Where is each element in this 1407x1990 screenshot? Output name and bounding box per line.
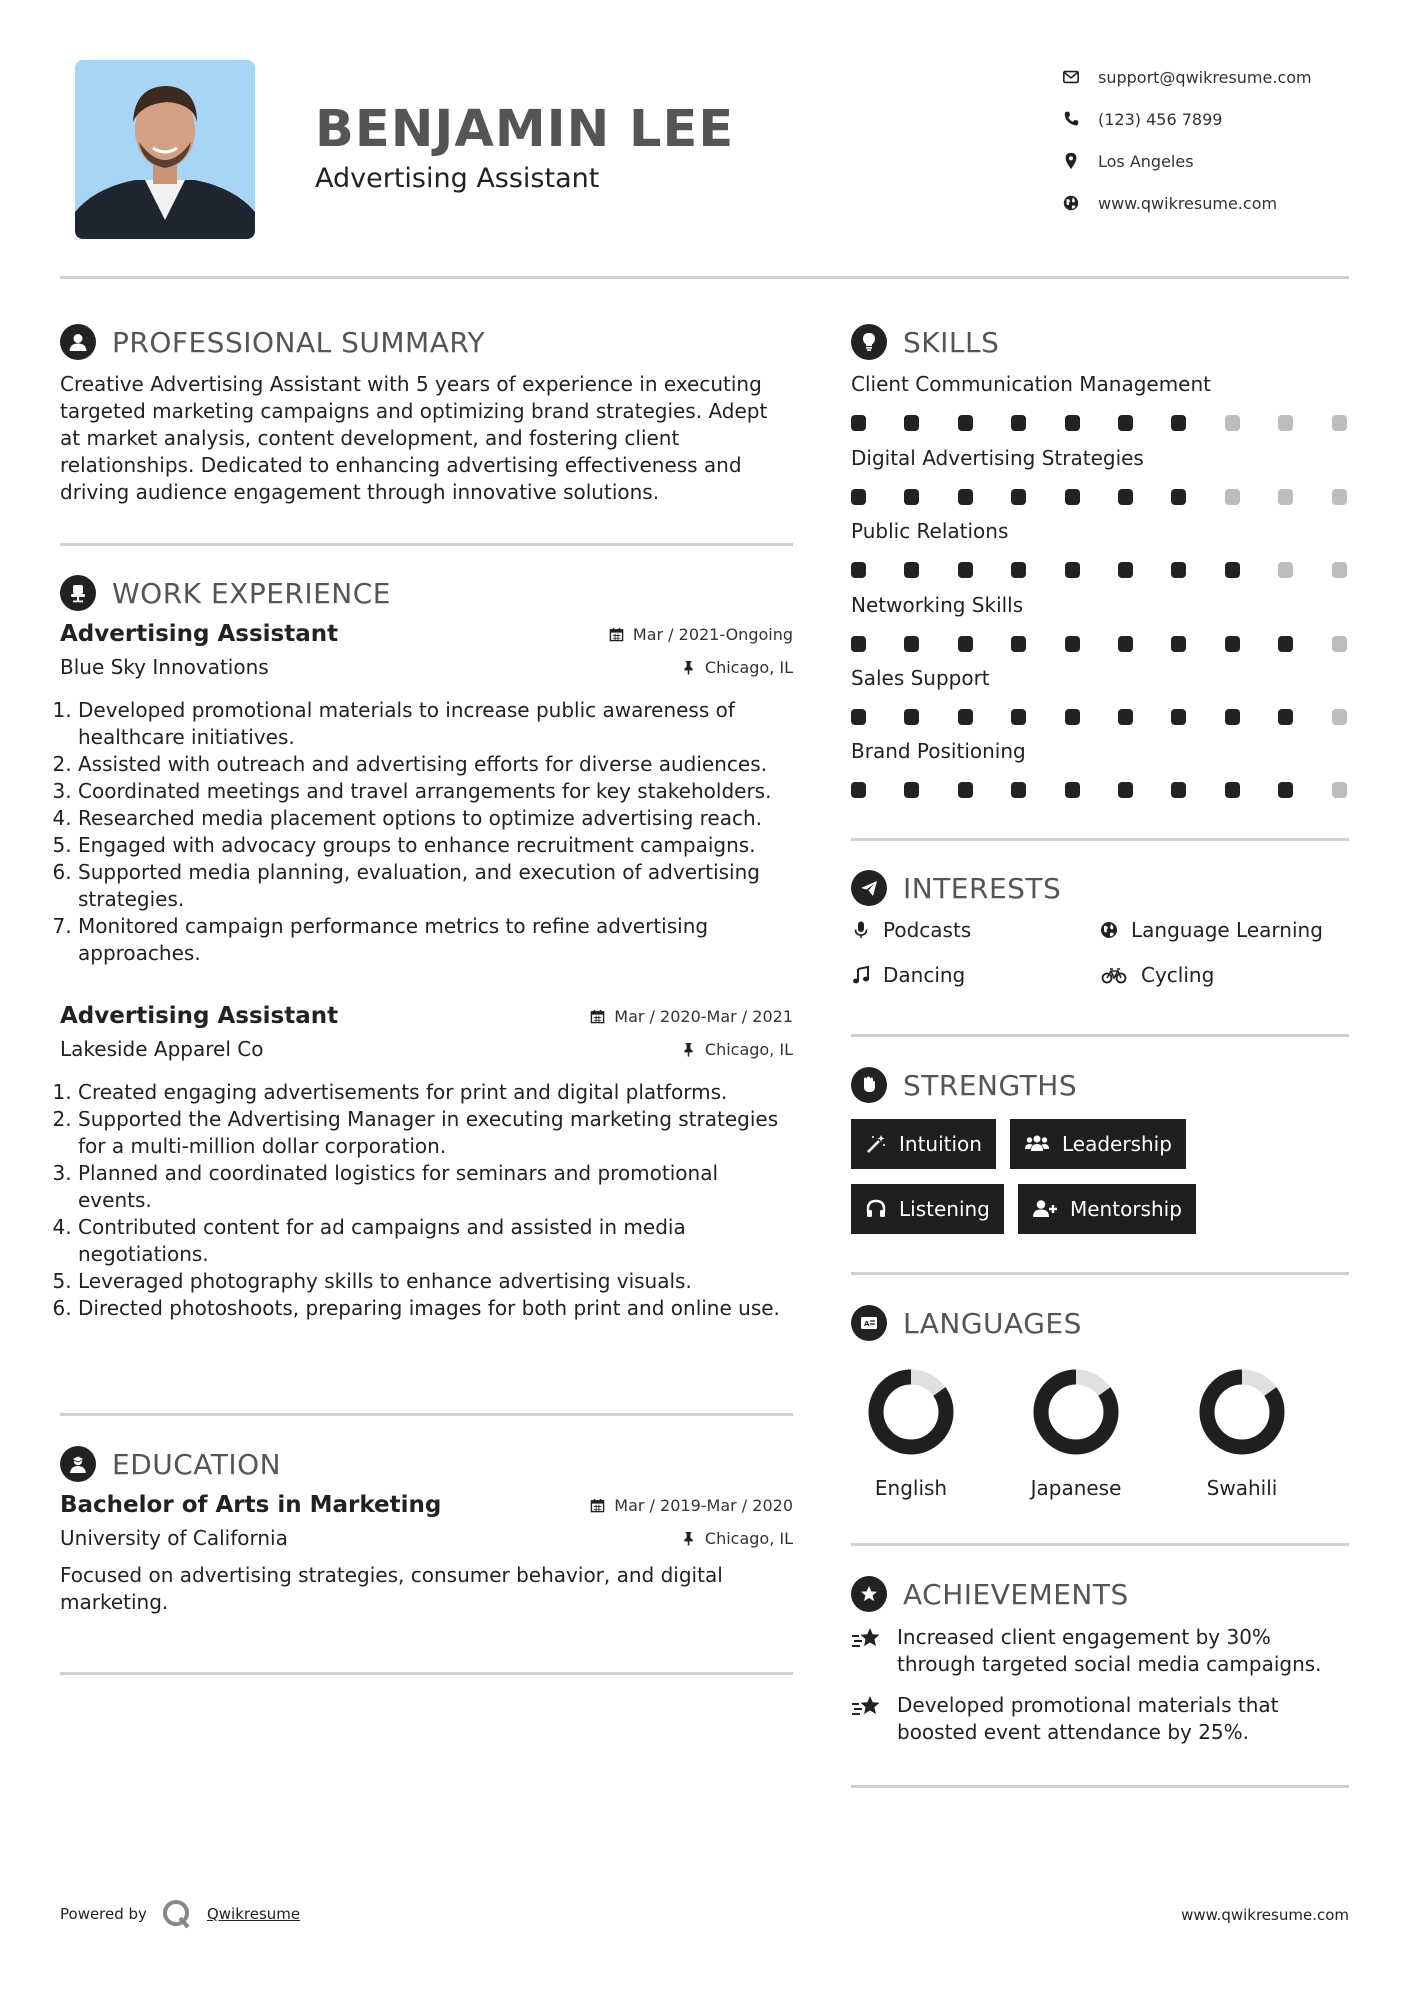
candidate-name: BENJAMIN LEE	[315, 100, 735, 159]
skill-dot-filled	[958, 709, 973, 725]
list-item: 2. Supported the Advertising Manager in executing marketing strategies for a multi-million dollar corporation.	[78, 1106, 793, 1160]
skill-dot-filled	[1278, 636, 1293, 652]
skill-dot-filled	[851, 782, 866, 798]
skill-dot-filled	[1278, 709, 1293, 725]
skill-dot-filled	[1171, 636, 1186, 652]
paper-plane-icon	[851, 870, 887, 906]
skill-dot-filled	[1011, 562, 1026, 578]
powered-by-text: Powered by	[60, 1905, 147, 1923]
skill-dot-empty	[1332, 636, 1347, 652]
interest-label: Cycling	[1141, 963, 1215, 987]
summary-heading-text: PROFESSIONAL SUMMARY	[112, 325, 486, 359]
achievements-heading-text: ACHIEVEMENTS	[903, 1577, 1129, 1611]
skill-dot-empty	[1332, 562, 1347, 578]
education-dates	[590, 1496, 793, 1515]
skill-dot-filled	[851, 562, 866, 578]
skills-divider	[851, 838, 1349, 841]
list-item: 4. Contributed content for ad campaigns and assisted in media negotiations.	[78, 1214, 793, 1268]
summary-line: at market analysis, content development, and fostering client	[60, 426, 680, 450]
job-entry	[60, 621, 793, 967]
list-item: 6. Directed photoshoots, preparing images for both print and online use.	[78, 1295, 793, 1322]
languages-heading-text: LANGUAGES	[903, 1306, 1082, 1340]
achievement-line: Developed promotional materials that	[897, 1693, 1279, 1717]
interest-item	[1099, 963, 1214, 987]
contact-email[interactable]	[1062, 56, 1312, 98]
star-badge-icon	[851, 1576, 887, 1612]
skill-dot-empty	[1278, 415, 1293, 431]
skill-dot-filled	[904, 782, 919, 798]
skill-dot-empty	[1332, 415, 1347, 431]
language-item	[1016, 1368, 1136, 1500]
language-label: English	[874, 1476, 948, 1500]
list-item: 4. Researched media placement options to optimize advertising reach.	[78, 805, 793, 832]
achievement-item	[851, 1692, 1331, 1746]
skill-rating	[851, 636, 1349, 656]
calendar-icon	[590, 1009, 605, 1024]
magic-wand-icon	[865, 1133, 887, 1155]
candidate-title: Advertising Assistant	[315, 163, 600, 194]
job-dates	[590, 1007, 793, 1026]
summary-text	[60, 371, 800, 506]
globe-icon	[1099, 920, 1119, 940]
skill-dot-filled	[1118, 709, 1133, 725]
skill-dot-empty	[1332, 709, 1347, 725]
job-title: Advertising Assistant	[60, 621, 339, 647]
education-divider	[60, 1672, 793, 1675]
skill-dot-filled	[1065, 562, 1080, 578]
languages-divider	[851, 1543, 1349, 1546]
language-proficiency-ring	[1032, 1368, 1120, 1456]
skill-name: Sales Support	[851, 666, 990, 690]
skill-dot-filled	[851, 489, 866, 505]
skill-dot-filled	[958, 782, 973, 798]
skill-dot-filled	[1171, 415, 1186, 431]
list-item: 2. Assisted with outreach and advertising efforts for diverse audiences.	[78, 751, 793, 778]
skill-dot-filled	[1065, 782, 1080, 798]
envelope-icon	[1062, 68, 1080, 86]
company-name: Blue Sky Innovations	[60, 655, 269, 679]
contact-list	[1062, 56, 1312, 224]
skill-item	[851, 592, 1349, 656]
language-item	[851, 1368, 971, 1500]
education-heading-text: EDUCATION	[112, 1447, 282, 1481]
skill-dot-filled	[1011, 782, 1026, 798]
education-location	[681, 1529, 793, 1548]
experience-heading-text: WORK EXPERIENCE	[112, 576, 391, 610]
microphone-icon	[851, 920, 871, 940]
profile-photo	[75, 60, 255, 239]
skill-rating	[851, 562, 1349, 582]
user-plus-icon	[1032, 1198, 1058, 1220]
list-item: 5. Leveraged photography skills to enhance advertising visuals.	[78, 1268, 793, 1295]
skill-dot-filled	[958, 489, 973, 505]
interest-label: Podcasts	[883, 918, 972, 942]
achievement-item	[851, 1624, 1331, 1678]
interest-label: Dancing	[883, 963, 966, 987]
strength-badge	[1018, 1184, 1196, 1234]
job-dates-text: Mar / 2020-Mar / 2021	[614, 1006, 793, 1026]
language-label: Swahili	[1206, 1476, 1278, 1500]
skill-dot-empty	[1332, 782, 1347, 798]
language-proficiency-ring	[867, 1368, 955, 1456]
interests-heading	[851, 870, 1061, 906]
skill-dot-filled	[1171, 782, 1186, 798]
skill-dot-filled	[904, 636, 919, 652]
list-item: 6. Supported media planning, evaluation, and execution of advertising strategies.	[78, 859, 793, 913]
skill-name: Brand Positioning	[851, 739, 1026, 763]
skill-dot-filled	[904, 709, 919, 725]
skill-name: Client Communication Management	[851, 372, 1211, 396]
language-proficiency-ring	[1198, 1368, 1286, 1456]
strength-label: Leadership	[1062, 1132, 1172, 1156]
skill-dot-filled	[958, 636, 973, 652]
skill-item	[851, 518, 1349, 582]
skills-heading	[851, 324, 999, 360]
skill-dot-filled	[851, 709, 866, 725]
education-heading	[60, 1446, 281, 1482]
job-location	[681, 1040, 793, 1059]
footer-powered-by	[60, 1898, 300, 1930]
contact-location	[1062, 140, 1312, 182]
calendar-icon	[609, 627, 624, 642]
contact-website[interactable]	[1062, 182, 1312, 224]
languages-heading	[851, 1305, 1082, 1341]
skill-dot-filled	[1011, 489, 1026, 505]
phone-icon	[1062, 110, 1080, 128]
achievement-line: Increased client engagement by 30%	[897, 1625, 1271, 1649]
skill-dot-filled	[1171, 562, 1186, 578]
skill-dot-filled	[1225, 562, 1240, 578]
list-item: 3. Planned and coordinated logistics for seminars and promotional events.	[78, 1160, 793, 1214]
achievement-text	[897, 1692, 1278, 1746]
education-location-text: Chicago, IL	[704, 1528, 793, 1548]
job-location-text: Chicago, IL	[704, 1039, 793, 1059]
skill-item	[851, 371, 1349, 435]
achievements-heading	[851, 1576, 1129, 1612]
skill-dot-filled	[904, 489, 919, 505]
person-portrait-image	[75, 60, 255, 239]
interest-item	[851, 918, 971, 942]
skill-dot-filled	[1118, 782, 1133, 798]
strengths-heading	[851, 1067, 1077, 1103]
skill-dot-filled	[1278, 782, 1293, 798]
skill-name: Networking Skills	[851, 593, 1024, 617]
strength-badge	[1010, 1119, 1186, 1169]
skill-dot-filled	[1065, 636, 1080, 652]
skill-dot-filled	[1118, 415, 1133, 431]
job-bullet-list	[60, 1079, 793, 1322]
degree-title: Bachelor of Arts in Marketing	[60, 1492, 442, 1518]
summary-divider	[60, 543, 793, 546]
pushpin-icon	[681, 1042, 696, 1057]
skill-dot-filled	[851, 415, 866, 431]
footer-website[interactable]: www.qwikresume.com	[1181, 1906, 1349, 1924]
header-divider	[60, 276, 1349, 279]
skill-item	[851, 738, 1349, 802]
job-bullet-list	[60, 697, 793, 967]
skill-rating	[851, 782, 1349, 802]
globe-icon	[1062, 194, 1080, 212]
skill-name: Public Relations	[851, 519, 1009, 543]
job-dates-text: Mar / 2021-Ongoing	[632, 624, 793, 644]
contact-phone[interactable]	[1062, 98, 1312, 140]
contact-location-text: Los Angeles	[1098, 151, 1194, 171]
achievement-line: through targeted social media campaigns.	[897, 1652, 1322, 1676]
shooting-star-icon	[851, 1694, 883, 1720]
achievement-line: boosted event attendance by 25%.	[897, 1720, 1250, 1744]
company-name: Lakeside Apparel Co	[60, 1037, 264, 1061]
interests-divider	[851, 1034, 1349, 1037]
skill-dot-filled	[1011, 415, 1026, 431]
strength-label: Mentorship	[1070, 1197, 1182, 1221]
school-name: University of California	[60, 1526, 288, 1550]
strength-badge	[851, 1184, 1004, 1234]
skill-dot-filled	[958, 562, 973, 578]
language-card-icon	[851, 1305, 887, 1341]
skills-heading-text: SKILLS	[903, 325, 1000, 359]
skill-dot-filled	[851, 636, 866, 652]
contact-phone-text: (123) 456 7899	[1098, 109, 1223, 129]
lightbulb-icon	[851, 324, 887, 360]
skill-dot-filled	[1118, 562, 1133, 578]
skill-dot-filled	[904, 562, 919, 578]
skill-dot-filled	[1011, 709, 1026, 725]
contact-email-text: support@qwikresume.com	[1098, 67, 1312, 87]
skill-dot-filled	[1171, 709, 1186, 725]
strength-badge	[851, 1119, 996, 1169]
strengths-divider	[851, 1272, 1349, 1275]
brand-link[interactable]: Qwikresume	[206, 1905, 301, 1923]
strength-label: Intuition	[899, 1132, 982, 1156]
summary-line: Creative Advertising Assistant with 5 years of experience in executing	[60, 372, 762, 396]
skill-rating	[851, 415, 1349, 435]
list-item: 5. Engaged with advocacy groups to enhance recruitment campaigns.	[78, 832, 793, 859]
job-title: Advertising Assistant	[60, 1003, 339, 1029]
job-entry	[60, 1003, 793, 1322]
interest-item	[851, 963, 965, 987]
skill-dot-empty	[1332, 489, 1347, 505]
calendar-icon	[590, 1498, 605, 1513]
achievements-divider	[851, 1785, 1349, 1788]
language-item	[1182, 1368, 1302, 1500]
language-label: Japanese	[1030, 1476, 1122, 1500]
summary-line: relationships. Dedicated to enhancing advertising effectiveness and	[60, 453, 742, 477]
users-icon	[1024, 1133, 1050, 1155]
skill-rating	[851, 709, 1349, 729]
skill-item	[851, 665, 1349, 729]
pushpin-icon	[681, 1531, 696, 1546]
map-pin-icon	[1062, 152, 1080, 170]
skill-dot-empty	[1278, 562, 1293, 578]
interest-item	[1099, 918, 1323, 942]
skill-dot-empty	[1225, 415, 1240, 431]
education-dates-text: Mar / 2019-Mar / 2020	[614, 1495, 793, 1515]
headphones-icon	[865, 1198, 887, 1220]
summary-line: targeted marketing campaigns and optimizing brand strategies. Adept	[60, 399, 768, 423]
interests-heading-text: INTERESTS	[903, 871, 1062, 905]
skill-dot-filled	[1225, 636, 1240, 652]
skill-dot-filled	[1225, 709, 1240, 725]
list-item: 7. Monitored campaign performance metrics to refine advertising approaches.	[78, 913, 793, 967]
skill-dot-filled	[1011, 636, 1026, 652]
skill-dot-empty	[1225, 489, 1240, 505]
skill-dot-filled	[1118, 489, 1133, 505]
experience-heading	[60, 575, 391, 611]
shooting-star-icon	[851, 1626, 883, 1652]
interest-label: Language Learning	[1131, 918, 1323, 942]
list-item: 1. Created engaging advertisements for print and digital platforms.	[78, 1079, 793, 1106]
experience-divider	[60, 1413, 793, 1416]
education-entry	[60, 1492, 793, 1616]
skill-dot-filled	[1225, 782, 1240, 798]
skill-dot-filled	[1065, 415, 1080, 431]
job-location-text: Chicago, IL	[704, 657, 793, 677]
user-circle-icon	[60, 324, 96, 360]
skill-dot-empty	[1278, 489, 1293, 505]
bicycle-icon	[1099, 965, 1129, 985]
skill-rating	[851, 489, 1349, 509]
fist-icon	[851, 1067, 887, 1103]
skill-dot-filled	[1065, 489, 1080, 505]
contact-website-text: www.qwikresume.com	[1098, 193, 1278, 213]
skill-dot-filled	[904, 415, 919, 431]
summary-heading	[60, 324, 485, 360]
strength-label: Listening	[899, 1197, 990, 1221]
summary-line: driving audience engagement through innovative solutions.	[60, 480, 660, 504]
skill-dot-filled	[1065, 709, 1080, 725]
qwikresume-logo-icon	[161, 1898, 193, 1930]
skill-dot-filled	[958, 415, 973, 431]
pushpin-icon	[681, 660, 696, 675]
briefcase-chair-icon	[60, 575, 96, 611]
music-note-icon	[851, 965, 871, 985]
job-dates	[609, 625, 793, 644]
skill-name: Digital Advertising Strategies	[851, 446, 1144, 470]
list-item: 1. Developed promotional materials to increase public awareness of healthcare initiatives.	[78, 697, 793, 751]
skill-item	[851, 445, 1349, 509]
job-location	[681, 658, 793, 677]
strengths-heading-text: STRENGTHS	[903, 1068, 1078, 1102]
achievement-text	[897, 1624, 1322, 1678]
graduate-icon	[60, 1446, 96, 1482]
svg-text:A: A	[864, 1320, 870, 1328]
skill-dot-filled	[1118, 636, 1133, 652]
education-description: Focused on advertising strategies, consumer behavior, and digital marketing.	[60, 1563, 723, 1614]
list-item: 3. Coordinated meetings and travel arrangements for key stakeholders.	[78, 778, 793, 805]
skill-dot-filled	[1171, 489, 1186, 505]
